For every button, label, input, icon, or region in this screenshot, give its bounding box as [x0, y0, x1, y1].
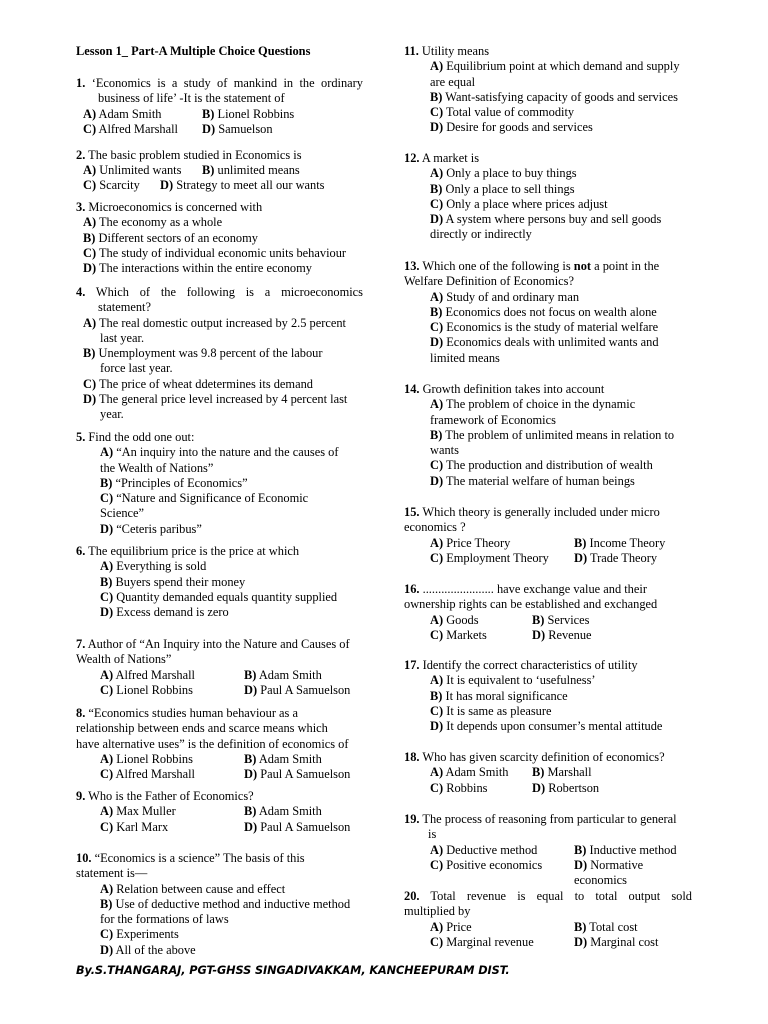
option-a[interactable]: A) Lionel Robbins: [100, 752, 193, 766]
option-c[interactable]: C) Lionel Robbins: [100, 683, 193, 697]
option-d[interactable]: D) Revenue: [532, 628, 592, 642]
question-12: 12. A market is A) Only a place to buy things B) Only a place to sell things C) Only a place where prices adjust D) A system where persons buy and sell goods directly or indirectly: [404, 151, 696, 243]
option-b[interactable]: B) Adam Smith: [244, 668, 322, 682]
question-text: Who is the Father of Economics?: [88, 789, 254, 803]
question-number: 16.: [404, 582, 420, 596]
option-c[interactable]: C) “Nature and Significance of Economic: [100, 491, 309, 506]
question-number: 18.: [404, 750, 420, 764]
question-text: Identify the correct characteristics of utility: [422, 658, 638, 672]
question-text: is: [428, 827, 437, 842]
question-text: Growth definition takes into account: [422, 382, 605, 396]
question-number: 5.: [76, 430, 86, 444]
question-text: ownership rights can be established and exchanged: [404, 597, 658, 612]
option-b[interactable]: B) Want-satisfying capacity of goods and services: [430, 89, 678, 104]
option-c[interactable]: C) Scarcity: [83, 178, 140, 192]
option-a[interactable]: A) Study of and ordinary man: [430, 289, 580, 304]
question-text: Wealth of Nations”: [76, 652, 172, 667]
question-number: 14.: [404, 382, 420, 396]
question-text: Utility means: [421, 44, 490, 58]
option-c[interactable]: C) Employment Theory: [430, 551, 549, 565]
question-10: 10. “Economics is a science” The basis of this statement is— A) Relation between cause and effect B) Use of deductive method and inductive method for the formations of laws C) Experiments D) All of the above: [76, 851, 366, 958]
question-text: ....................... have exchange value and their: [422, 582, 647, 596]
option-d[interactable]: D) The material welfare of human beings: [430, 473, 635, 488]
question-19: 19. The process of reasoning from particular to general is A) Deductive method B) Inductive method C) Positive economics D) Normative economics: [404, 812, 696, 843]
question-number: 3.: [76, 200, 86, 214]
option-d[interactable]: D) Samuelson: [202, 122, 273, 136]
page-title: Lesson 1_ Part-A Multiple Choice Questions: [76, 44, 311, 58]
option-c[interactable]: C) Robbins: [430, 781, 488, 795]
question-17: [404, 658, 696, 734]
question-number: 12.: [404, 151, 420, 165]
question-16: [404, 582, 696, 642]
option-c[interactable]: C) Positive economics: [430, 858, 543, 872]
option-b[interactable]: B) Services: [532, 613, 590, 627]
question-text: Author of “An Inquiry into the Nature and Causes of: [87, 637, 350, 651]
option-a[interactable]: A) Alfred Marshall: [100, 668, 195, 682]
option-a[interactable]: A) Everything is sold: [100, 559, 207, 574]
option-d[interactable]: D) Excess demand is zero: [100, 605, 229, 620]
question-text: The basic problem studied in Economics is: [88, 148, 302, 162]
question-1: [76, 76, 366, 136]
option-b[interactable]: B) Income Theory: [574, 536, 666, 550]
option-d[interactable]: D) The interactions within the entire economy: [83, 261, 312, 276]
option-d[interactable]: D) Economics deals with unlimited wants and: [430, 335, 659, 350]
option-b[interactable]: B) Total cost: [574, 920, 638, 934]
option-b[interactable]: B) Use of deductive method and inductive method: [100, 896, 351, 911]
option-b[interactable]: B) Economics does not focus on wealth alone: [430, 304, 657, 319]
option-a[interactable]: A) It is equivalent to ‘usefulness’: [430, 673, 596, 688]
option-b[interactable]: B) Only a place to sell things: [430, 181, 575, 196]
question-number: 8.: [76, 706, 86, 720]
option-d[interactable]: D) A system where persons buy and sell goods: [430, 212, 662, 227]
question-text: Find the odd one out:: [88, 430, 195, 444]
option-d[interactable]: D) Paul A Samuelson: [244, 767, 351, 781]
question-5: 5. Find the odd one out: A) “An inquiry into the nature and the causes of the Wealth of Nations” B) “Principles of Economics” C) “Nature and Significance of Economic Science” D) “Ceteris paribus”: [76, 430, 366, 537]
question-2: [76, 148, 366, 192]
option-b[interactable]: B) Inductive method: [574, 843, 677, 857]
author-footer: By.S.THANGARAJ, PGT-GHSS SINGADIVAKKAM, KANCHEEPURAM DIST.: [76, 964, 510, 977]
question-number: 17.: [404, 658, 420, 672]
option-c[interactable]: C) Alfred Marshall: [83, 122, 178, 136]
question-text: Which of the following is a microeconomics: [95, 285, 363, 299]
question-4: 4. Which of the following is a microeconomics statement? A) The real domestic output increased by 2.5 percent last year. B) Unemployment was 9.8 percent of the labour force last year. C) The price of wheat ddetermines its demand D) The general price level increased by 4 percent last year.: [76, 285, 366, 423]
question-number: 11.: [404, 44, 419, 58]
option-d[interactable]: D) Normative: [574, 858, 644, 872]
question-9: [76, 789, 366, 834]
option-c[interactable]: C) The study of individual economic units behaviour: [83, 245, 347, 260]
option-c[interactable]: C) Total value of commodity: [430, 105, 575, 120]
question-number: 15.: [404, 505, 420, 519]
question-number: 13.: [404, 259, 420, 273]
option-d[interactable]: D) Trade Theory: [574, 551, 658, 565]
option-c[interactable]: C) Karl Marx: [100, 820, 169, 834]
question-number: 4.: [76, 285, 86, 299]
question-15: [404, 505, 696, 565]
option-a[interactable]: A) Adam Smith: [83, 107, 162, 121]
option-d[interactable]: D) Paul A Samuelson: [244, 820, 351, 834]
option-b[interactable]: B) Buyers spend their money: [100, 574, 246, 589]
option-b[interactable]: B) Adam Smith: [244, 804, 322, 818]
question-text: business of life’ -It is the statement of: [98, 91, 285, 106]
question-text: Total revenue is equal to total output sold: [430, 889, 692, 903]
question-text: statement is—: [76, 866, 148, 881]
option-a[interactable]: A) “An inquiry into the nature and the causes of: [100, 445, 339, 460]
option-a[interactable]: A) Adam Smith: [430, 765, 509, 779]
option-d[interactable]: D) “Ceteris paribus”: [100, 521, 202, 536]
option-c[interactable]: C) The price of wheat ddetermines its demand: [83, 376, 313, 391]
question-text: Which theory is generally included under micro: [422, 505, 660, 519]
question-8: [76, 706, 366, 781]
question-number: 10.: [76, 851, 92, 865]
option-a[interactable]: A) The problem of choice in the dynamic: [430, 397, 636, 412]
question-text: A market is: [421, 151, 480, 165]
option-c[interactable]: C) It is same as pleasure: [430, 703, 552, 718]
option-a[interactable]: A) The real domestic output increased by 2.5 percent: [83, 315, 346, 330]
question-6: [76, 544, 366, 620]
question-number: 6.: [76, 544, 86, 558]
question-text: The equilibrium price is the price at which: [88, 544, 300, 558]
question-number: 20.: [404, 889, 420, 903]
option-a[interactable]: A) Goods: [430, 613, 479, 627]
option-a[interactable]: A) Relation between cause and effect: [100, 881, 286, 896]
option-d[interactable]: D) Desire for goods and services: [430, 120, 593, 135]
question-20: [404, 889, 696, 949]
option-b[interactable]: B) unlimited means: [202, 163, 300, 177]
question-text: ‘Economics is a study of mankind in the ordinary: [91, 76, 363, 90]
option-a[interactable]: A) Deductive method: [430, 843, 538, 857]
question-text: economics ?: [404, 520, 466, 535]
question-7: [76, 637, 366, 697]
option-a[interactable]: A) Equilibrium point at which demand and supply: [430, 59, 680, 74]
option-b[interactable]: B) Lionel Robbins: [202, 107, 295, 121]
option-b[interactable]: B) Marshall: [532, 765, 592, 779]
option-d[interactable]: D) Marginal cost: [574, 935, 659, 949]
question-number: 1.: [76, 76, 86, 90]
question-text: Welfare Definition of Economics?: [404, 274, 574, 289]
option-d[interactable]: D) Paul A Samuelson: [244, 683, 351, 697]
question-text: The process of reasoning from particular to general: [422, 812, 677, 826]
option-b[interactable]: B) Unemployment was 9.8 percent of the labour: [83, 346, 323, 361]
option-a[interactable]: A) Price: [430, 920, 472, 934]
option-a[interactable]: A) Price Theory: [430, 536, 511, 550]
option-d[interactable]: D) It depends upon consumer’s mental attitude: [430, 719, 663, 734]
option-c[interactable]: C) The production and distribution of wealth: [430, 458, 653, 473]
question-text: Which one of the following is: [422, 259, 574, 273]
question-text: multiplied by: [404, 904, 471, 919]
option-d[interactable]: D) Strategy to meet all our wants: [160, 178, 325, 192]
option-d[interactable]: D) All of the above: [100, 942, 196, 957]
question-18: [404, 750, 696, 795]
option-a[interactable]: A) Unlimited wants: [83, 163, 182, 177]
question-text: Microeconomics is concerned with: [88, 200, 263, 214]
question-text: “Economics is a science” The basis of this: [94, 851, 305, 865]
option-a[interactable]: A) The economy as a whole: [83, 215, 223, 230]
question-14: 14. Growth definition takes into account A) The problem of choice in the dynamic framework of Economics B) The problem of unlimited means in relation to wants C) The production and distribution of wealth D) The material welfare of human beings: [404, 382, 696, 489]
option-c[interactable]: C) Economics is the study of material welfare: [430, 320, 659, 335]
question-number: 7.: [76, 637, 86, 651]
question-text: “Economics studies human behaviour as a: [88, 706, 298, 720]
question-text: Who has given scarcity definition of economics?: [422, 750, 665, 764]
question-number: 19.: [404, 812, 420, 826]
option-c[interactable]: C) Marginal revenue: [430, 935, 534, 949]
option-c[interactable]: C) Markets: [430, 628, 487, 642]
question-number: 2.: [76, 148, 86, 162]
option-a[interactable]: A) Max Muller: [100, 804, 176, 818]
option-a[interactable]: A) Only a place to buy things: [430, 166, 577, 181]
option-c[interactable]: C) Experiments: [100, 927, 179, 942]
question-3: [76, 200, 366, 276]
option-b[interactable]: B) Adam Smith: [244, 752, 322, 766]
option-c[interactable]: C) Quantity demanded equals quantity supplied: [100, 589, 338, 604]
question-text: statement?: [98, 300, 151, 315]
question-text: relationship between ends and scarce means which: [76, 721, 328, 736]
question-number: 9.: [76, 789, 86, 803]
question-13: 13. Which one of the following is not a point in the Welfare Definition of Economics? A) Study of and ordinary man B) Economics does not focus on wealth alone C) Economics is the study of material welfare D) Economics deals with unlimited wants and limited means: [404, 259, 696, 366]
option-c[interactable]: C) Only a place where prices adjust: [430, 196, 608, 211]
option-b[interactable]: B) Different sectors of an economy: [83, 230, 258, 245]
option-b[interactable]: B) “Principles of Economics”: [100, 475, 248, 490]
option-b[interactable]: B) It has moral significance: [430, 688, 568, 703]
option-d[interactable]: D) Robertson: [532, 781, 600, 795]
question-text: have alternative uses” is the definition of economics of: [76, 736, 349, 751]
option-b[interactable]: B) The problem of unlimited means in relation to: [430, 427, 675, 442]
question-11: 11. Utility means A) Equilibrium point at which demand and supply are equal B) Want-satisfying capacity of goods and services C) Total value of commodity D) Desire for goods and services: [404, 44, 696, 136]
option-d[interactable]: D) The general price level increased by 4 percent last: [83, 392, 348, 407]
option-c[interactable]: C) Alfred Marshall: [100, 767, 195, 781]
